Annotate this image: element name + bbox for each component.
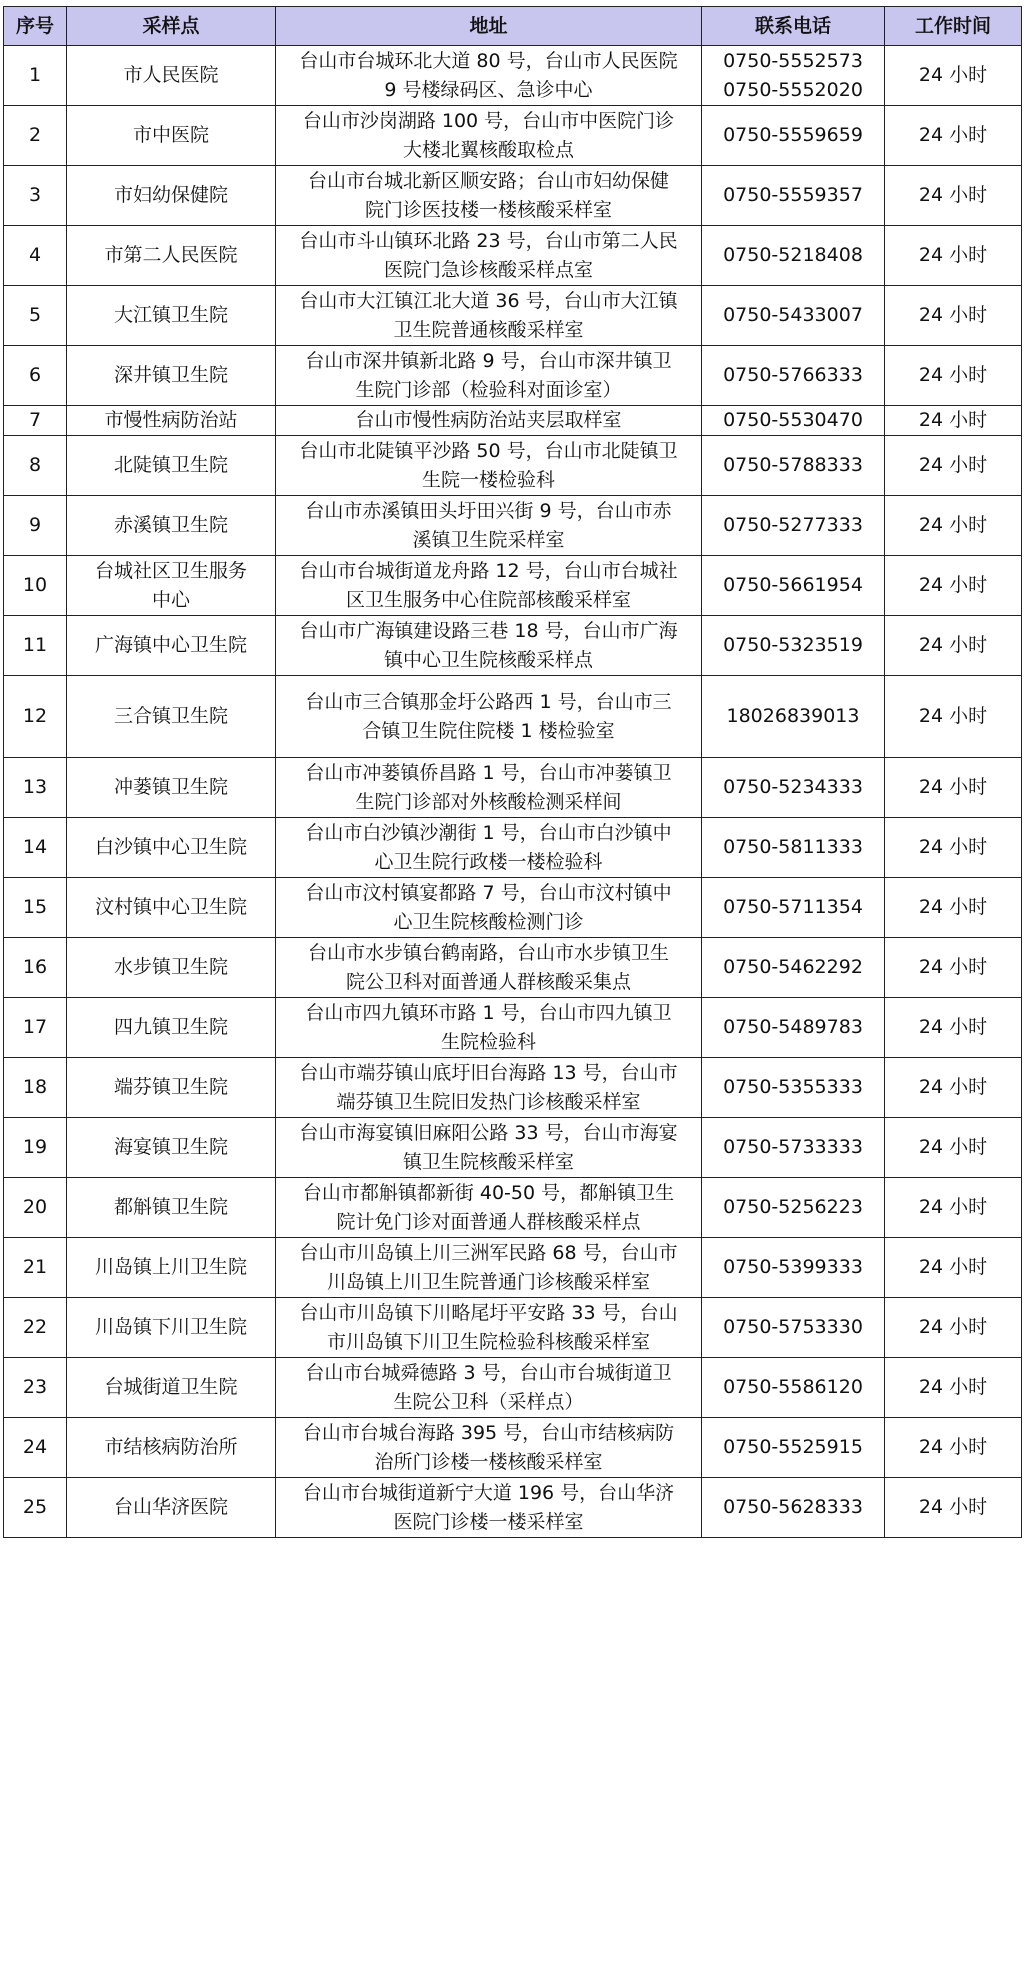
address-line: 市川岛镇下川卫生院检验科核酸采样室 bbox=[326, 1330, 650, 1353]
phone-number: 0750-5530470 bbox=[723, 409, 863, 431]
row-number: 5 bbox=[4, 286, 67, 346]
phone-number: 0750-5628333 bbox=[723, 1496, 863, 1518]
phone-number: 0750-5811333 bbox=[723, 836, 863, 858]
header-row bbox=[4, 7, 1022, 46]
address-line: 台山市海宴镇旧麻阳公路 33 号，台山市海宴 bbox=[299, 1121, 678, 1144]
phone-number: 0750-5355333 bbox=[723, 1076, 863, 1098]
site-name-cell bbox=[67, 1478, 276, 1538]
table-row bbox=[4, 286, 1022, 346]
table-row bbox=[4, 1358, 1022, 1418]
table-row bbox=[4, 1238, 1022, 1298]
site-name-cell bbox=[67, 676, 276, 758]
hours-cell: 24 小时 bbox=[885, 286, 1022, 346]
phone-cell bbox=[702, 998, 885, 1058]
site-name-line: 四九镇卫生院 bbox=[113, 1016, 228, 1038]
address-line: 台山市白沙镇沙潮街 1 号，台山市白沙镇中 bbox=[305, 821, 672, 844]
address-line: 卫生院普通核酸采样室 bbox=[393, 318, 584, 341]
header-cell-no: 序号 bbox=[4, 7, 67, 46]
row-number: 2 bbox=[4, 106, 67, 166]
site-name-cell bbox=[67, 1178, 276, 1238]
address-line: 生院公卫科（采样点） bbox=[393, 1390, 584, 1413]
table-row bbox=[4, 616, 1022, 676]
address-cell bbox=[276, 286, 702, 346]
phone-cell bbox=[702, 1058, 885, 1118]
site-name-cell bbox=[67, 616, 276, 676]
address-line: 台山市台城舜德路 3 号，台山市台城街道卫 bbox=[305, 1361, 672, 1384]
site-name-cell bbox=[67, 878, 276, 938]
site-name-line: 中心 bbox=[151, 588, 190, 611]
address-cell bbox=[276, 1238, 702, 1298]
address-line: 台山市台城北新区顺安路；台山市妇幼保健 bbox=[307, 169, 669, 192]
phone-cell bbox=[702, 346, 885, 406]
address-line: 台山市台城环北大道 80 号，台山市人民医院 bbox=[299, 49, 678, 72]
site-name-line: 川岛镇上川卫生院 bbox=[94, 1256, 247, 1278]
address-line: 心卫生院行政楼一楼检验科 bbox=[374, 850, 603, 873]
address-line: 台山市北陡镇平沙路 50 号，台山市北陡镇卫 bbox=[299, 439, 678, 462]
address-line: 心卫生院核酸检测门诊 bbox=[393, 910, 584, 933]
address-cell bbox=[276, 496, 702, 556]
hours-cell: 24 小时 bbox=[885, 1358, 1022, 1418]
row-number: 20 bbox=[4, 1178, 67, 1238]
phone-cell bbox=[702, 46, 885, 106]
site-name-line: 海宴镇卫生院 bbox=[113, 1136, 228, 1158]
phone-cell bbox=[702, 938, 885, 998]
phone-number: 0750-5462292 bbox=[723, 956, 863, 978]
phone-number: 0750-5552020 bbox=[723, 78, 863, 101]
table-row bbox=[4, 346, 1022, 406]
site-name-line: 市慢性病防治站 bbox=[104, 409, 238, 431]
address-line: 台山市广海镇建设路三巷 18 号，台山市广海 bbox=[299, 619, 678, 642]
site-name-line: 三合镇卫生院 bbox=[113, 705, 228, 727]
site-name-line: 深井镇卫生院 bbox=[113, 364, 228, 386]
row-number: 19 bbox=[4, 1118, 67, 1178]
table-row bbox=[4, 1418, 1022, 1478]
site-name-line: 赤溪镇卫生院 bbox=[113, 514, 228, 536]
address-cell bbox=[276, 46, 702, 106]
address-line: 院公卫科对面普通人群核酸采集点 bbox=[345, 970, 631, 993]
phone-number: 0750-5788333 bbox=[723, 454, 863, 476]
address-line: 台山市水步镇台鹤南路，台山市水步镇卫生 bbox=[307, 941, 669, 964]
site-name-line: 大江镇卫生院 bbox=[113, 304, 228, 326]
site-name-line: 汶村镇中心卫生院 bbox=[94, 896, 247, 918]
site-name-line: 水步镇卫生院 bbox=[113, 956, 228, 978]
address-cell bbox=[276, 106, 702, 166]
hours-cell: 24 小时 bbox=[885, 406, 1022, 436]
phone-number: 0750-5218408 bbox=[723, 244, 863, 266]
address-cell bbox=[276, 406, 702, 436]
hours-cell: 24 小时 bbox=[885, 1478, 1022, 1538]
phone-number: 0750-5766333 bbox=[723, 364, 863, 386]
table-row bbox=[4, 1478, 1022, 1538]
hours-cell: 24 小时 bbox=[885, 1178, 1022, 1238]
address-line: 院门诊医技楼一楼核酸采样室 bbox=[364, 198, 612, 221]
row-number: 7 bbox=[4, 406, 67, 436]
header-cell-phone: 联系电话 bbox=[702, 7, 885, 46]
address-line: 大楼北翼核酸取检点 bbox=[402, 138, 574, 161]
phone-cell bbox=[702, 616, 885, 676]
row-number: 4 bbox=[4, 226, 67, 286]
address-line: 治所门诊楼一楼核酸采样室 bbox=[374, 1450, 603, 1473]
address-line: 区卫生服务中心住院部核酸采样室 bbox=[345, 588, 631, 611]
site-name-line: 都斛镇卫生院 bbox=[113, 1196, 228, 1218]
table-row bbox=[4, 496, 1022, 556]
site-name-line: 冲蒌镇卫生院 bbox=[113, 776, 228, 798]
site-name-line: 台城社区卫生服务 bbox=[94, 559, 247, 582]
address-cell bbox=[276, 226, 702, 286]
phone-cell bbox=[702, 436, 885, 496]
table-row bbox=[4, 938, 1022, 998]
row-number: 11 bbox=[4, 616, 67, 676]
phone-number: 0750-5661954 bbox=[723, 574, 863, 596]
address-cell bbox=[276, 1298, 702, 1358]
site-name-line: 市人民医院 bbox=[123, 64, 219, 86]
hours-cell: 24 小时 bbox=[885, 436, 1022, 496]
phone-number: 0750-5433007 bbox=[723, 304, 863, 326]
address-cell bbox=[276, 1358, 702, 1418]
phone-number: 0750-5552573 bbox=[723, 49, 863, 72]
site-name-cell bbox=[67, 496, 276, 556]
hours-cell: 24 小时 bbox=[885, 46, 1022, 106]
address-line: 台山市川岛镇下川略尾圩平安路 33 号，台山 bbox=[299, 1301, 678, 1324]
table-row bbox=[4, 1298, 1022, 1358]
phone-cell bbox=[702, 1238, 885, 1298]
address-line: 台山市沙岗湖路 100 号，台山市中医院门诊 bbox=[302, 109, 675, 132]
table-row bbox=[4, 998, 1022, 1058]
phone-cell bbox=[702, 166, 885, 226]
hours-cell: 24 小时 bbox=[885, 878, 1022, 938]
site-name-line: 端芬镇卫生院 bbox=[113, 1076, 228, 1098]
site-name-line: 市中医院 bbox=[132, 124, 209, 146]
site-name-cell bbox=[67, 106, 276, 166]
row-number: 22 bbox=[4, 1298, 67, 1358]
row-number: 16 bbox=[4, 938, 67, 998]
header-cell-site: 采样点 bbox=[67, 7, 276, 46]
phone-cell bbox=[702, 226, 885, 286]
hours-cell: 24 小时 bbox=[885, 938, 1022, 998]
address-line: 9 号楼绿码区、急诊中心 bbox=[384, 78, 593, 101]
address-line: 台山市台城台海路 395 号，台山市结核病防 bbox=[302, 1421, 675, 1444]
address-cell bbox=[276, 758, 702, 818]
hours-cell: 24 小时 bbox=[885, 166, 1022, 226]
site-name-cell bbox=[67, 46, 276, 106]
address-line: 台山市赤溪镇田头圩田兴街 9 号，台山市赤 bbox=[305, 499, 672, 522]
phone-cell bbox=[702, 1118, 885, 1178]
site-name-cell bbox=[67, 998, 276, 1058]
row-number: 1 bbox=[4, 46, 67, 106]
site-name-line: 台山华济医院 bbox=[113, 1496, 228, 1518]
site-name-line: 川岛镇下川卫生院 bbox=[94, 1316, 247, 1338]
phone-number: 0750-5256223 bbox=[723, 1196, 863, 1218]
table-row bbox=[4, 166, 1022, 226]
table-row bbox=[4, 1058, 1022, 1118]
address-line: 台山市台城街道龙舟路 12 号，台山市台城社 bbox=[299, 559, 678, 582]
hours-cell: 24 小时 bbox=[885, 758, 1022, 818]
site-name-cell bbox=[67, 1358, 276, 1418]
row-number: 25 bbox=[4, 1478, 67, 1538]
table-row bbox=[4, 758, 1022, 818]
address-line: 镇卫生院核酸采样室 bbox=[402, 1150, 574, 1173]
site-name-cell bbox=[67, 1058, 276, 1118]
row-number: 23 bbox=[4, 1358, 67, 1418]
site-name-cell bbox=[67, 436, 276, 496]
address-cell bbox=[276, 166, 702, 226]
phone-cell bbox=[702, 1418, 885, 1478]
address-line: 台山市深井镇新北路 9 号，台山市深井镇卫 bbox=[305, 349, 672, 372]
address-line: 台山市端芬镇山底圩旧台海路 13 号，台山市 bbox=[299, 1061, 678, 1084]
phone-cell bbox=[702, 286, 885, 346]
address-cell bbox=[276, 818, 702, 878]
row-number: 17 bbox=[4, 998, 67, 1058]
address-line: 台山市四九镇环市路 1 号，台山市四九镇卫 bbox=[305, 1001, 672, 1024]
phone-number: 0750-5234333 bbox=[723, 776, 863, 798]
address-line: 医院门急诊核酸采样点室 bbox=[383, 258, 593, 281]
address-line: 镇中心卫生院核酸采样点 bbox=[383, 648, 593, 671]
row-number: 18 bbox=[4, 1058, 67, 1118]
phone-number: 0750-5399333 bbox=[723, 1256, 863, 1278]
site-name-cell bbox=[67, 166, 276, 226]
site-name-cell bbox=[67, 1298, 276, 1358]
address-line: 川岛镇上川卫生院普通门诊核酸采样室 bbox=[326, 1270, 650, 1293]
hours-cell: 24 小时 bbox=[885, 818, 1022, 878]
phone-cell bbox=[702, 878, 885, 938]
hours-cell: 24 小时 bbox=[885, 226, 1022, 286]
table-body bbox=[4, 46, 1022, 1538]
address-line: 台山市汶村镇宴都路 7 号，台山市汶村镇中 bbox=[305, 881, 672, 904]
table-row bbox=[4, 1118, 1022, 1178]
address-line: 台山市大江镇江北大道 36 号，台山市大江镇 bbox=[299, 289, 678, 312]
address-cell bbox=[276, 616, 702, 676]
row-number: 6 bbox=[4, 346, 67, 406]
row-number: 13 bbox=[4, 758, 67, 818]
address-line: 台山市慢性病防治站夹层取样室 bbox=[355, 409, 622, 431]
address-line: 生院一楼检验科 bbox=[421, 468, 555, 491]
address-line: 医院门诊楼一楼采样室 bbox=[393, 1510, 584, 1533]
site-name-line: 白沙镇中心卫生院 bbox=[94, 836, 247, 858]
site-name-cell bbox=[67, 758, 276, 818]
site-name-line: 市妇幼保健院 bbox=[113, 184, 228, 206]
hours-cell: 24 小时 bbox=[885, 1298, 1022, 1358]
address-line: 台山市三合镇那金圩公路西 1 号，台山市三 bbox=[305, 690, 672, 713]
site-name-cell bbox=[67, 938, 276, 998]
site-name-cell bbox=[67, 1418, 276, 1478]
phone-number: 0750-5525915 bbox=[723, 1436, 863, 1458]
header-cell-address: 地址 bbox=[276, 7, 702, 46]
address-line: 生院门诊部对外核酸检测采样间 bbox=[355, 790, 622, 813]
table-row bbox=[4, 818, 1022, 878]
site-name-cell bbox=[67, 286, 276, 346]
site-name-line: 市第二人民医院 bbox=[104, 244, 238, 266]
address-cell bbox=[276, 676, 702, 758]
phone-cell bbox=[702, 758, 885, 818]
address-cell bbox=[276, 998, 702, 1058]
phone-number: 0750-5753330 bbox=[723, 1316, 863, 1338]
site-name-cell bbox=[67, 406, 276, 436]
address-cell bbox=[276, 1058, 702, 1118]
address-cell bbox=[276, 938, 702, 998]
address-cell bbox=[276, 878, 702, 938]
address-cell bbox=[276, 1178, 702, 1238]
phone-cell bbox=[702, 496, 885, 556]
site-name-cell bbox=[67, 346, 276, 406]
phone-number: 0750-5733333 bbox=[723, 1136, 863, 1158]
site-name-line: 北陡镇卫生院 bbox=[113, 454, 228, 476]
site-name-cell bbox=[67, 818, 276, 878]
hours-cell: 24 小时 bbox=[885, 616, 1022, 676]
phone-cell bbox=[702, 676, 885, 758]
address-line: 端芬镇卫生院旧发热门诊核酸采样室 bbox=[336, 1090, 641, 1113]
phone-number: 0750-5277333 bbox=[723, 514, 863, 536]
site-name-cell bbox=[67, 556, 276, 616]
address-cell bbox=[276, 1418, 702, 1478]
address-cell bbox=[276, 556, 702, 616]
address-cell bbox=[276, 1118, 702, 1178]
table-row bbox=[4, 46, 1022, 106]
address-line: 台山市川岛镇上川三洲军民路 68 号，台山市 bbox=[299, 1241, 678, 1264]
row-number: 8 bbox=[4, 436, 67, 496]
hours-cell: 24 小时 bbox=[885, 496, 1022, 556]
phone-number: 0750-5711354 bbox=[723, 896, 863, 918]
hours-cell: 24 小时 bbox=[885, 346, 1022, 406]
phone-cell bbox=[702, 106, 885, 166]
hours-cell: 24 小时 bbox=[885, 1118, 1022, 1178]
hours-cell: 24 小时 bbox=[885, 1238, 1022, 1298]
address-cell bbox=[276, 1478, 702, 1538]
phone-number: 0750-5323519 bbox=[723, 634, 863, 656]
phone-cell bbox=[702, 556, 885, 616]
phone-number: 0750-5559659 bbox=[723, 124, 863, 146]
address-line: 台山市斗山镇环北路 23 号，台山市第二人民 bbox=[299, 229, 678, 252]
address-line: 生院检验科 bbox=[440, 1030, 536, 1053]
site-name-cell bbox=[67, 1238, 276, 1298]
hours-cell: 24 小时 bbox=[885, 998, 1022, 1058]
table-row bbox=[4, 676, 1022, 758]
address-line: 溪镇卫生院采样室 bbox=[412, 528, 565, 551]
phone-cell bbox=[702, 818, 885, 878]
table-row bbox=[4, 556, 1022, 616]
table-row bbox=[4, 1178, 1022, 1238]
address-line: 生院门诊部（检验科对面诊室） bbox=[355, 378, 622, 401]
address-line: 院计免门诊对面普通人群核酸采样点 bbox=[336, 1210, 641, 1233]
site-name-line: 市结核病防治所 bbox=[104, 1436, 238, 1458]
header-cell-hours: 工作时间 bbox=[885, 7, 1022, 46]
phone-cell bbox=[702, 1298, 885, 1358]
address-cell bbox=[276, 346, 702, 406]
row-number: 21 bbox=[4, 1238, 67, 1298]
table-row bbox=[4, 106, 1022, 166]
phone-number: 0750-5489783 bbox=[723, 1016, 863, 1038]
row-number: 14 bbox=[4, 818, 67, 878]
sampling-sites-table bbox=[3, 6, 1022, 1538]
site-name-cell bbox=[67, 1118, 276, 1178]
address-cell bbox=[276, 436, 702, 496]
row-number: 24 bbox=[4, 1418, 67, 1478]
phone-number: 0750-5586120 bbox=[723, 1376, 863, 1398]
table-row bbox=[4, 436, 1022, 496]
phone-number: 18026839013 bbox=[726, 705, 860, 727]
table-row bbox=[4, 226, 1022, 286]
address-line: 台山市都斛镇都新街 40-50 号，都斛镇卫生 bbox=[302, 1181, 675, 1204]
address-line: 合镇卫生院住院楼 1 楼检验室 bbox=[362, 719, 615, 742]
row-number: 10 bbox=[4, 556, 67, 616]
phone-number: 0750-5559357 bbox=[723, 184, 863, 206]
phone-cell bbox=[702, 406, 885, 436]
hours-cell: 24 小时 bbox=[885, 556, 1022, 616]
phone-cell bbox=[702, 1478, 885, 1538]
phone-cell bbox=[702, 1358, 885, 1418]
address-line: 台山市冲蒌镇侨昌路 1 号，台山市冲蒌镇卫 bbox=[305, 761, 672, 784]
row-number: 15 bbox=[4, 878, 67, 938]
site-name-line: 广海镇中心卫生院 bbox=[94, 634, 247, 656]
phone-cell bbox=[702, 1178, 885, 1238]
hours-cell: 24 小时 bbox=[885, 106, 1022, 166]
table-row bbox=[4, 878, 1022, 938]
row-number: 3 bbox=[4, 166, 67, 226]
row-number: 12 bbox=[4, 676, 67, 758]
hours-cell: 24 小时 bbox=[885, 1418, 1022, 1478]
row-number: 9 bbox=[4, 496, 67, 556]
hours-cell: 24 小时 bbox=[885, 676, 1022, 758]
table-row bbox=[4, 406, 1022, 436]
site-name-cell bbox=[67, 226, 276, 286]
hours-cell: 24 小时 bbox=[885, 1058, 1022, 1118]
site-name-line: 台城街道卫生院 bbox=[104, 1376, 238, 1398]
address-line: 台山市台城街道新宁大道 196 号，台山华济 bbox=[302, 1481, 675, 1504]
